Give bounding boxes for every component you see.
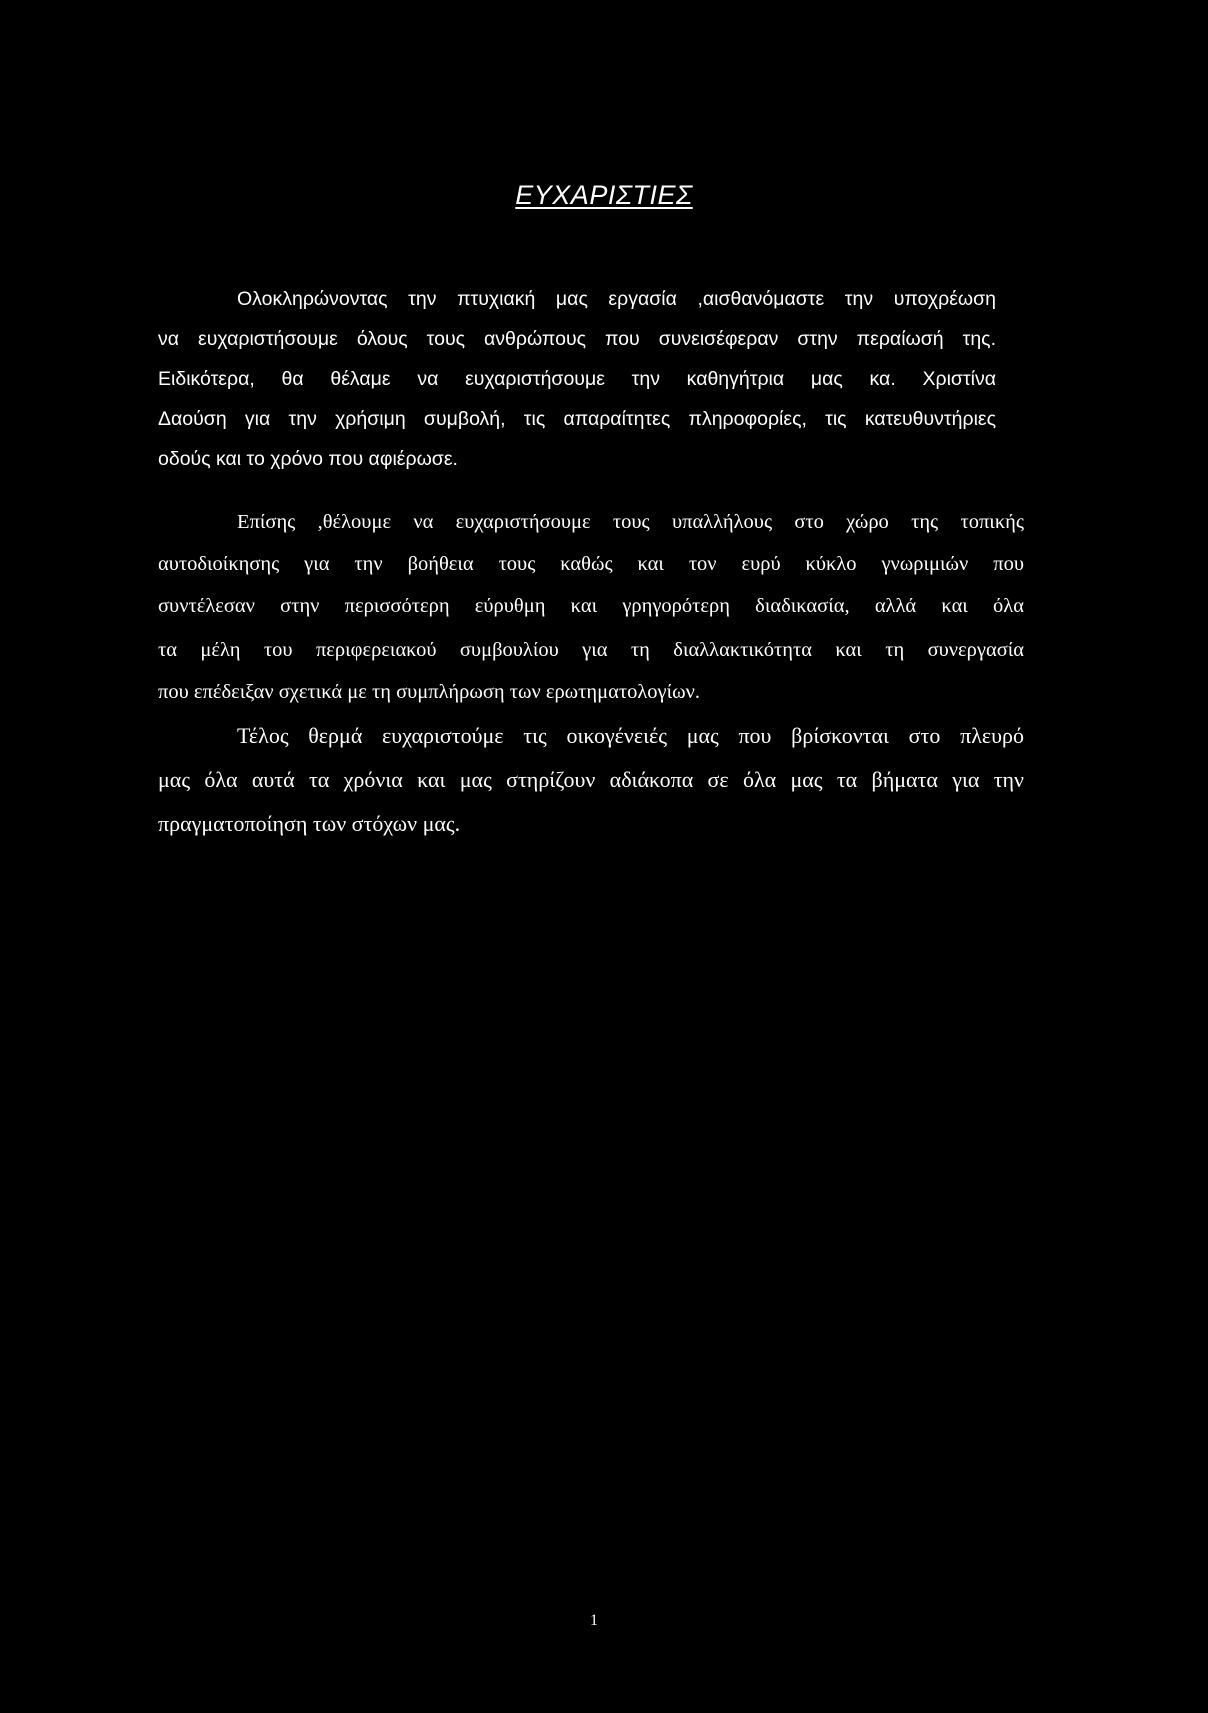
- paragraph-3-line-1: Τέλος θερμά ευχαριστούμε τις οικογένειές μας που βρίσκονται στο πλευρό: [237, 723, 1024, 748]
- paragraph-1-line-2: να ευχαριστήσουμε όλους τους ανθρώπους που συνεισέφεραν στην περαίωσή της.: [158, 328, 996, 350]
- page-number: 1: [590, 1612, 598, 1629]
- paragraph-1-line-5: οδούς και το χρόνο που αφιέρωσε.: [158, 448, 458, 470]
- paragraph-1-line-3: Ειδικότερα, θα θέλαμε να ευχαριστήσουμε την καθηγήτρια μας κα. Χριστίνα: [158, 368, 996, 390]
- paragraph-3-line-2: μας όλα αυτά τα χρόνια και μας στηρίζουν αδιάκοπα σε όλα μας τα βήματα για την: [158, 767, 1024, 792]
- paragraph-1-line-1: Ολοκληρώνοντας την πτυχιακή μας εργασία ,αισθανόμαστε την υποχρέωση: [237, 288, 996, 310]
- paragraph-2-line-5: που επέδειξαν σχετικά με τη συμπλήρωση των ερωτηματολογίων.: [158, 681, 700, 703]
- paragraph-2-line-3: συντέλεσαν στην περισσότερη εύρυθμη και γρηγορότερη διαδικασία, αλλά και όλα: [158, 595, 1024, 617]
- paragraph-1-line-4: Δαούση για την χρήσιμη συμβολή, τις απαραίτητες πληροφορίες, τις κατευθυντήριες: [158, 408, 996, 430]
- paragraph-2-line-1: Επίσης ,θέλουμε να ευχαριστήσουμε τους υπαλλήλους στο χώρο της τοπικής: [237, 511, 1024, 533]
- page-title: ΕΥΧΑΡΙΣΤΙΕΣ: [515, 180, 693, 210]
- paragraph-2-line-2: αυτοδιοίκησης για την βοήθεια τους καθώς και τον ευρύ κύκλο γνωριμιών που: [158, 553, 1024, 575]
- paragraph-3-line-3: πραγματοποίηση των στόχων μας.: [158, 811, 461, 836]
- paragraph-2-line-4: τα μέλη του περιφερειακού συμβουλίου για τη διαλλακτικότητα και τη συνεργασία: [158, 639, 1024, 661]
